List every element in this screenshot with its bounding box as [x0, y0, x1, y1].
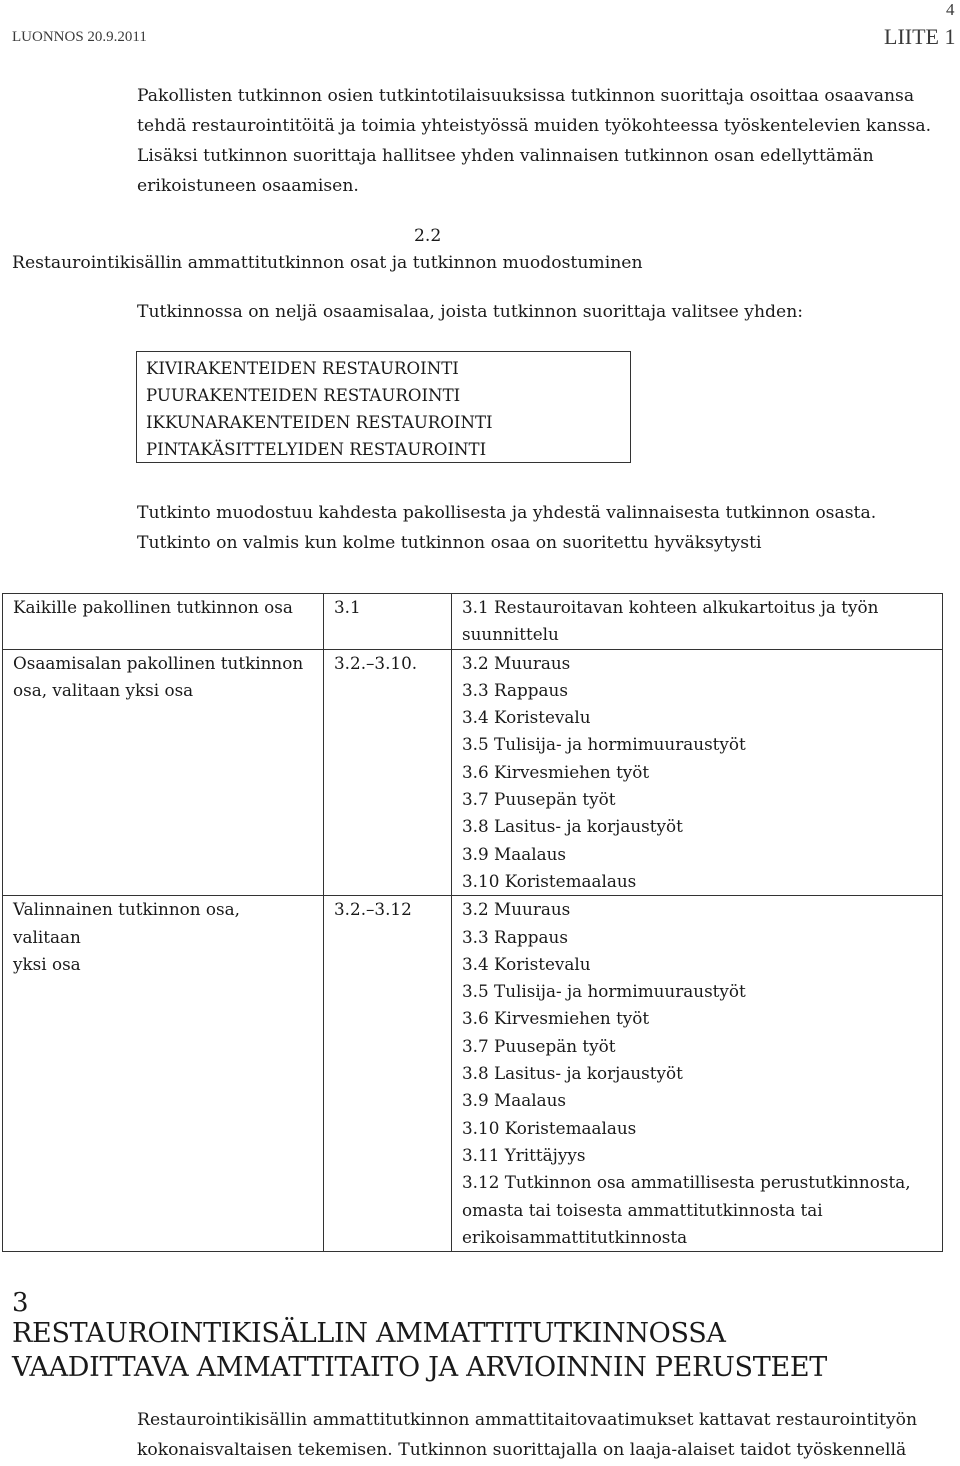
part-line: 3.4 Koristevalu: [462, 707, 591, 728]
category-cell: [3, 594, 324, 650]
part-line: 3.9 Maalaus: [462, 1090, 567, 1111]
category-line: yksi osa: [13, 953, 81, 974]
competence-area: KIVIRAKENTEIDEN RESTAUROINTI: [146, 359, 459, 378]
section-2-2-intro: Tutkinnossa on neljä osaamisalaa, joista tutkinnon suorittaja valitsee yhden:: [137, 302, 804, 322]
part-line: 3.10 Koristemaalaus: [462, 870, 637, 891]
competence-area: PUURAKENTEIDEN RESTAUROINTI: [146, 386, 461, 405]
appendix-label: LIITE 1: [884, 24, 956, 49]
part-line: 3.7 Puusepän työt: [462, 1035, 616, 1056]
intro-line: Pakollisten tutkinnon osien tutkintotilaisuuksissa tutkinnon suorittaja osoittaa osaavansa: [137, 86, 915, 106]
part-line: 3.9 Maalaus: [462, 843, 567, 864]
section-3-title-line-1: RESTAUROINTIKISÄLLIN AMMATTITUTKINNOSSA: [12, 1318, 726, 1349]
part-line: 3.5 Tulisija- ja hormimuuraustyöt: [462, 981, 746, 1002]
part-line: erikoisammattitutkinnosta: [462, 1226, 688, 1247]
category-cell: [3, 649, 324, 896]
part-line: 3.5 Tulisija- ja hormimuuraustyöt: [462, 734, 746, 755]
section-2-2-title: Restaurointikisällin ammattitutkinnon osat ja tutkinnon muodostuminen: [12, 253, 643, 273]
part-line: 3.1 Restauroitavan kohteen alkukartoitus ja työn: [462, 597, 879, 617]
intro-line: tehdä restaurointitöitä ja toimia yhteistyössä muiden työkohteessa työskentelevien kanssa.: [137, 116, 932, 136]
part-line: 3.12 Tutkinnon osa ammatillisesta perustutkinnosta,: [462, 1172, 911, 1193]
part-line: 3.4 Koristevalu: [462, 953, 591, 974]
section-2-2-number: 2.2: [414, 226, 442, 246]
code-cell: 3.2.–3.12: [324, 896, 452, 1252]
section-3-body-line: Restaurointikisällin ammattitutkinnon ammattitaitovaatimukset kattavat restaurointityön: [137, 1410, 918, 1430]
part-line: 3.10 Koristemaalaus: [462, 1117, 637, 1138]
table-row: [3, 896, 943, 1252]
intro-line: erikoistuneen osaamisen.: [137, 176, 359, 196]
part-line: 3.3 Rappaus: [462, 926, 568, 947]
code-cell: 3.1: [324, 594, 452, 650]
category-line: Valinnainen tutkinnon osa, valitaan: [13, 899, 240, 947]
part-line: 3.8 Lasitus- ja korjaustyöt: [462, 1063, 683, 1084]
competence-area: PINTAKÄSITTELYIDEN RESTAUROINTI: [146, 440, 487, 459]
section-3-number: 3: [12, 1288, 29, 1318]
part-line: 3.2 Muuraus: [462, 652, 571, 673]
part-line: 3.11 Yrittäjyys: [462, 1144, 586, 1165]
part-line: 3.2 Muuraus: [462, 899, 571, 920]
part-line: suunnittelu: [462, 624, 559, 645]
part-line: 3.3 Rappaus: [462, 679, 568, 700]
draft-label: LUONNOS 20.9.2011: [12, 29, 147, 45]
section-3-title-line-2: VAADITTAVA AMMATTITAITO JA ARVIOINNIN PERUSTEET: [12, 1352, 827, 1383]
competence-areas-box: [136, 351, 631, 463]
category-line: Osaamisalan pakollinen tutkinnon: [13, 652, 304, 673]
category-line: Kaikille pakollinen tutkinnon osa: [13, 597, 293, 617]
parts-cell: [452, 649, 943, 896]
parts-cell: [452, 594, 943, 650]
category-cell: [3, 896, 324, 1252]
part-line: omasta tai toisesta ammattitutkinnosta tai: [462, 1199, 823, 1220]
table-row: [3, 594, 943, 650]
part-line: 3.6 Kirvesmiehen työt: [462, 1008, 650, 1029]
page-number: 4: [946, 0, 955, 19]
qualification-parts-table: [2, 593, 943, 1252]
parts-cell: [452, 896, 943, 1252]
table-row: [3, 649, 943, 896]
structure-line: Tutkinto on valmis kun kolme tutkinnon osaa on suoritettu hyväksytysti: [137, 533, 762, 553]
code-cell: 3.2.–3.10.: [324, 649, 452, 896]
part-line: 3.6 Kirvesmiehen työt: [462, 761, 650, 782]
section-3-body-line: kokonaisvaltaisen tekemisen. Tutkinnon suorittajalla on laaja-alaiset taidot työskennellä: [137, 1440, 907, 1460]
category-line: osa, valitaan yksi osa: [13, 679, 194, 700]
intro-line: Lisäksi tutkinnon suorittaja hallitsee yhden valinnaisen tutkinnon osan edellyttämän: [137, 146, 874, 166]
part-line: 3.8 Lasitus- ja korjaustyöt: [462, 816, 683, 837]
part-line: 3.7 Puusepän työt: [462, 789, 616, 810]
structure-line: Tutkinto muodostuu kahdesta pakollisesta ja yhdestä valinnaisesta tutkinnon osasta.: [137, 503, 877, 523]
competence-area: IKKUNARAKENTEIDEN RESTAUROINTI: [146, 413, 493, 432]
